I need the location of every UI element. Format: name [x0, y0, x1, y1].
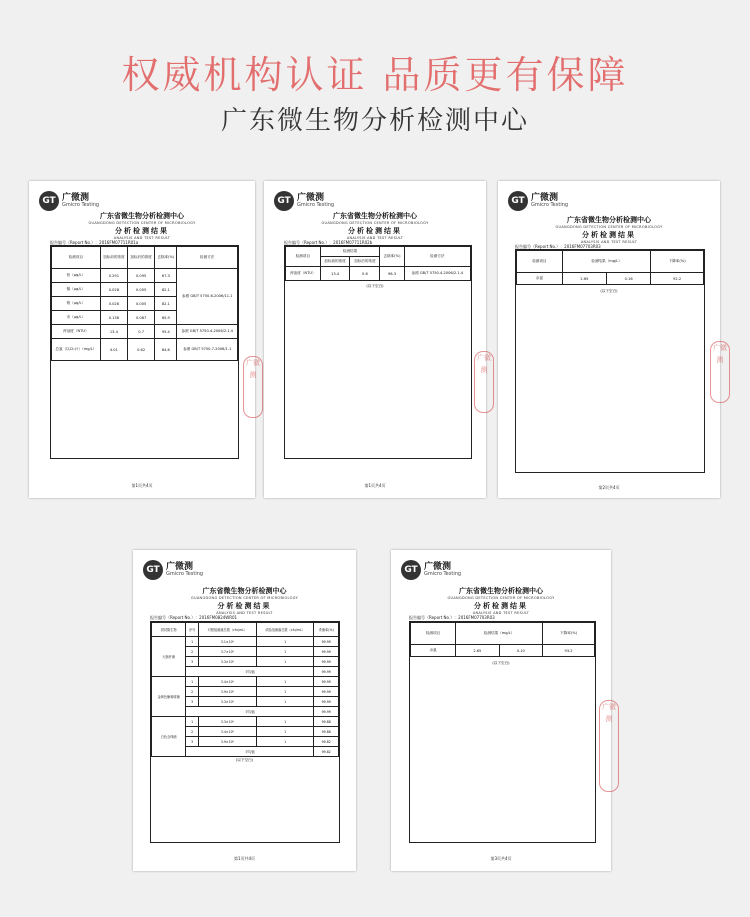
table-row: 浑浊度（NTU） 13.4 0.6 96.3 参照 GB/T 5750.4-2006/2.1.4: [286, 267, 471, 281]
table-row: 浑浊度（NTU） 13.4 0.7 95.4 参照 GB/T 5750.4-2006/2.1.4: [52, 325, 238, 339]
logo-english: Gmicro Testing: [62, 202, 100, 208]
doc-heading: 分析检测结果: [474, 602, 528, 610]
headline: 权威机构认证 品质更有保障: [121, 53, 629, 97]
center-name: 广东省微生物分析检测中心: [459, 587, 543, 595]
subheadline: 广东微生物分析检测中心: [220, 106, 529, 136]
page-number: 第1页共4页: [131, 483, 153, 488]
logo-badge-icon: GT: [39, 191, 59, 211]
logo-badge-icon: GT: [508, 191, 528, 211]
col-header: 加标后的浓度: [128, 247, 155, 269]
table-row: 余氯 2.65 0.16 92.2: [517, 273, 704, 285]
table-row: 3 3.3×10⁵ 1 99.99: [152, 697, 339, 707]
center-name-en: GUANGDONG DETECTION CENTER OF MICROBIOLOGY: [88, 221, 196, 225]
table-row: 大肠杆菌 1 3.1×10⁵ 1 99.99: [152, 637, 339, 647]
table-row: 3 3.3×10⁵ 1 99.99: [152, 657, 339, 667]
doc-heading-en: ANALYSIS AND TEST RESULT: [113, 236, 171, 240]
table-row: 金黄色葡萄球菌 1 3.4×10⁵ 1 99.99: [152, 677, 339, 687]
page-number: 第1页共4页: [364, 483, 386, 488]
seal-stamp-icon: 广微测: [474, 351, 494, 413]
logo-badge-icon: GT: [274, 191, 294, 211]
center-name: 广东省微生物分析检测中心: [100, 212, 184, 220]
report-page-3: GT 广微测 Gmicro Testing 广东省微生物分析检测中心 GUANGDONG DETECTION CENTER OF MICROBIOLOGY 分析检测结果 ANALYSIS AND TEST RESULT 报告编号（Report No.）：2016FM07703R03 检测项目 检测结果（mg/L） 下降率(%) 余氯 2.65 0.16 92.2 (以下空白) 广微测 第2页共4页: [498, 181, 720, 498]
end-note: (以下空白): [600, 289, 618, 293]
table-row: 2 3.9×10⁵ 1 99.99: [152, 687, 339, 697]
table-row: 铅（μg/L） 0.291 0.095 67.3 参照 GB/T 5750.6-2006/11.1: [52, 269, 238, 283]
report-number: 报告编号（Report No.）：2016FM07703R03: [515, 244, 601, 249]
table-row: 镉（μg/L） 0.028 0.005 82.1: [52, 283, 238, 297]
table-row: 3 3.9×10⁵ 1 99.82: [152, 737, 339, 747]
logo-name: 广微测: [62, 193, 90, 203]
center-name: 广东省微生物分析检测中心: [333, 212, 417, 220]
report-number: 报告编号（Report No.）：2016FM0824WR01: [150, 615, 238, 620]
seal-stamp-icon: 广微测: [710, 341, 730, 403]
doc-heading: 分析检测结果: [582, 231, 636, 239]
result-table: 检测项目 检测结果 去除率(%) 检测方法 加标前的浓度 加标后的浓度 浑浊度（NTU） 13.4 0.6 96.3 参照 GB/T 5750.4-2006/2.1.4: [285, 246, 471, 281]
brand-logo: [39, 191, 99, 211]
brand-logo: GT 广微测 Gmicro Testing: [508, 191, 568, 211]
center-name: 广东省微生物分析检测中心: [567, 216, 651, 224]
doc-heading: 分析检测结果: [348, 227, 402, 235]
table-row: 铬（μg/L） 0.028 0.005 82.1: [52, 297, 238, 311]
col-header: 加标前的浓度: [100, 247, 127, 269]
col-header: 检测方法: [177, 247, 238, 269]
brand-logo: GT 广微测 Gmicro Testing: [274, 191, 334, 211]
table-row: 平均值 99.99: [152, 707, 339, 717]
result-table: 检测项目 检测结果（mg/L） 下降率(%) 余氯 2.65 0.16 92.2: [516, 250, 704, 285]
report-page-4: GT 广微测 Gmicro Testing 广东省微生物分析检测中心 GUANGDONG DETECTION CENTER OF MICROBIOLOGY 分析检测结果 ANALYSIS AND TEST RESULT 报告编号（Report No.）：2016FM0824WR01 供试微生物 序号 对照组菌落总数（cfu/mL） 试验组菌落总数（cfu/mL） 杀菌率(%) 大肠杆菌 1 3.1×10⁵ 1 99.99 2 3.7×10⁵ 1 99.99 3 3.3×10⁵ 1 99.99 平均值 99.99 金黄色葡萄球菌 1 3.4×10⁵ 1 99.99 2 3.9×10⁵ 1 99.99 3 3.3×10⁵ 1 99.99 平均值 99.99 白色念珠菌 1 3.3×10⁵ 1 99.88 2 3.4×10⁵ 1 99.88 3 3.9×10⁵ 1 99.82 平均值 99.82 (以下空白) 第1页共4页: [133, 550, 356, 871]
logo-badge-icon: GT: [401, 560, 421, 580]
page-number: 第2页共4页: [598, 485, 620, 490]
col-header: 检测项目: [52, 247, 101, 269]
brand-logo: GT 广微测 Gmicro Testing: [401, 560, 461, 580]
report-number: 报告编号（Report No.）：2016FM07703R03: [409, 615, 495, 620]
table-row: 余氯 2.65 0.10 93.2: [411, 645, 595, 657]
table-row: 平均值 99.82: [152, 747, 339, 757]
doc-heading: 分析检测结果: [217, 602, 272, 610]
seal-stamp-icon: 广微测: [243, 356, 263, 418]
end-note: (以下空白): [366, 284, 384, 288]
seal-stamp-icon: 广微测: [599, 700, 619, 792]
brand-logo: GT 广微测 Gmicro Testing: [143, 560, 203, 580]
report-page-2: GT 广微测 Gmicro Testing 广东省微生物分析检测中心 GUANGDONG DETECTION CENTER OF MICROBIOLOGY 分析检测结果 ANALYSIS AND TEST RESULT 报告编号（Report No.）：2016FM07711R02b 检测项目 检测结果 去除率(%) 检测方法 加标前的浓度 加标后的浓度 浑浊度（NTU） 13.4 0.6 96.3 参照 GB/T 5750.4-2006/2.1.4 (以下空白) 广微测 第1页共4页: [264, 181, 486, 498]
report-page-5: GT 广微测 Gmicro Testing 广东省微生物分析检测中心 GUANGDONG DETECTION CENTER OF MICROBIOLOGY 分析检测结果 ANALYSIS AND TEST RESULT 报告编号（Report No.）：2016FM07703R03 检测项目 检测结果（mg/L） 下降率(%) 余氯 2.65 0.10 93.2 (以下空白) 广微测 第3页共4页: [391, 550, 611, 871]
table-row: 2 3.7×10⁵ 1 99.99: [152, 647, 339, 657]
end-note: (以下空白): [492, 661, 510, 665]
report-number: 报告编号（Report No.）：2016FM07711R01a: [50, 240, 139, 245]
end-note: (以下空白): [235, 758, 254, 762]
table-row: 白色念珠菌 1 3.3×10⁵ 1 99.88: [152, 717, 339, 727]
table-row: 2 3.4×10⁵ 1 99.88: [152, 727, 339, 737]
report-page-1: [29, 181, 260, 498]
page-number: 第1页共4页: [233, 856, 256, 861]
logo-badge-icon: GT: [143, 560, 163, 580]
page-number: 第3页共4页: [490, 856, 512, 861]
col-header: 去除率(%): [155, 247, 177, 269]
table-row: 汞（μg/L） 0.138 0.067 65.9: [52, 311, 238, 325]
report-number: 报告编号（Report No.）：2016FM07711R02b: [284, 240, 373, 245]
center-name: 广东省微生物分析检测中心: [202, 587, 287, 595]
result-table: 供试微生物 序号 对照组菌落总数（cfu/mL） 试验组菌落总数（cfu/mL） 杀菌率(%) 大肠杆菌 1 3.1×10⁵ 1 99.99 2 3.7×10⁵ 1 99.99 3 3.3×10⁵ 1 99.99 平均值 99.99 金黄色葡萄球菌 1 3.4×10⁵ 1 99.99 2 3.9×10⁵ 1 99.99 3 3.3×10⁵ 1 99.99 平均值 99.99 白色念珠菌 1 3.3×10⁵ 1 99.88 2 3.4×10⁵ 1 99.88 3 3.9×10⁵ 1 99.82 平均值 99.82: [151, 622, 339, 757]
table-row: 平均值 99.99: [152, 667, 339, 677]
table-row: 总氯（以Cl₂计）（mg/L） 4.01 0.62 84.6 参照 GB/T 5750.7-2006/1.1: [52, 339, 238, 361]
doc-heading: 分析检测结果: [115, 227, 169, 235]
result-table: 检测项目 检测结果（mg/L） 下降率(%) 余氯 2.65 0.10 93.2: [410, 622, 595, 657]
result-table: [51, 246, 238, 361]
